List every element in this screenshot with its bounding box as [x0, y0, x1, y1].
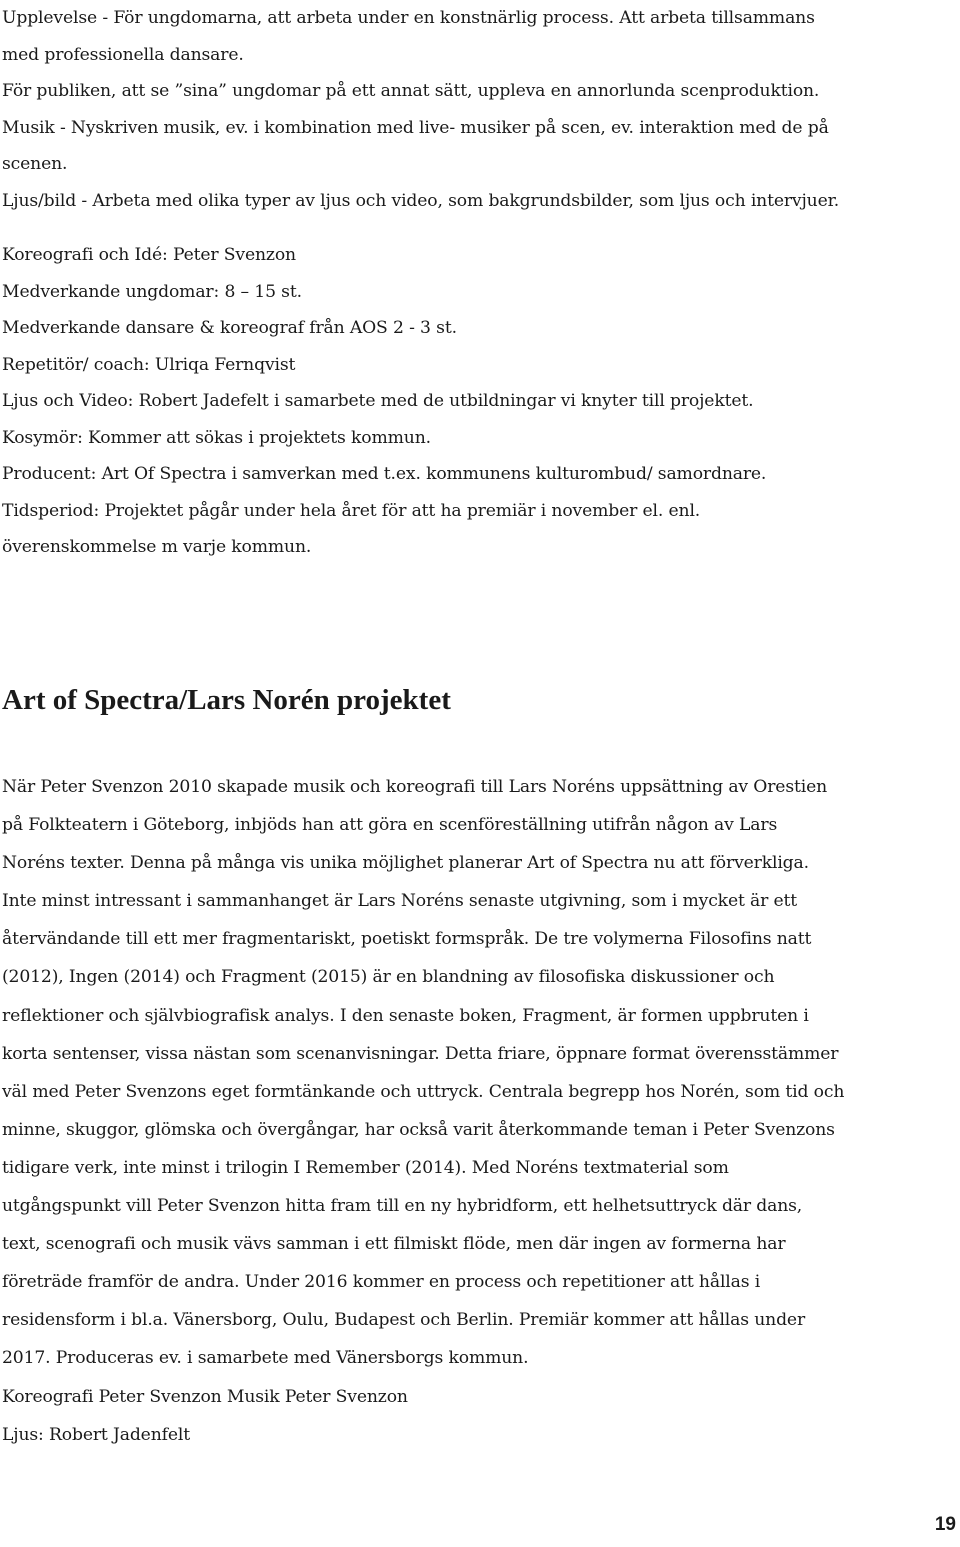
body-line: 2017. Produceras ev. i samarbete med Vänersborgs kommun. [2, 1348, 529, 1369]
intro-section [2, 0, 957, 566]
body-line: minne, skuggor, glömska och övergångar, har också varit återkommande teman i Peter Svenzons [2, 1119, 835, 1140]
credits-line: Tidsperiod: Projektet pågår under hela året för att ha premiär i november el. enl. [2, 500, 701, 521]
body-line: reflektioner och självbiografisk analys. I den senaste boken, Fragment, är formen uppbruten i [2, 1005, 809, 1026]
body-line: återvändande till ett mer fragmentariskt, poetiskt formspråk. De tre volymerna Filosofins natt [2, 929, 812, 950]
credits-line: Medverkande dansare & koreograf från AOS 2 - 3 st. [2, 318, 457, 338]
body-line: korta sentenser, vissa nästan som scenanvisningar. Detta friare, öppnare format överensstämmer [2, 1043, 839, 1064]
intro-line: Upplevelse - För ungdomarna, att arbeta under en konstnärlig process. Att arbeta tillsammans [2, 8, 815, 28]
body-line: (2012), Ingen (2014) och Fragment (2015) är en blandning av filosofiska diskussioner och [2, 967, 775, 988]
body-line: på Folkteatern i Göteborg, inbjöds han att göra en scenföreställning utifrån någon av Lars [2, 815, 778, 836]
body-line: residensform i bl.a. Vänersborg, Oulu, Budapest och Berlin. Premiär kommer att hållas under [2, 1310, 806, 1331]
credits-line: Ljus och Video: Robert Jadefelt i samarbete med de utbildningar vi knyter till projektet. [2, 391, 754, 411]
body-line: text, scenografi och musik vävs samman i ett filmiskt flöde, men där ingen av formerna har [2, 1234, 786, 1255]
credits-line: Repetitör/ coach: Ulriqa Fernqvist [2, 354, 296, 375]
body-line: Inte minst intressant i sammanhanget är Lars Noréns senaste utgivning, som i mycket är ett [2, 891, 798, 912]
intro-line: Ljus/bild - Arbeta med olika typer av ljus och video, som bakgrundsbilder, som ljus och intervjuer. [2, 190, 840, 211]
body-line: företräde framför de andra. Under 2016 kommer en process och repetitioner att hållas i [2, 1272, 761, 1293]
credits-line: Kosymör: Kommer att sökas i projektets kommun. [2, 427, 431, 448]
credits-line: Koreografi och Idé: Peter Svenzon [2, 245, 296, 265]
intro-line: För publiken, att se ”sina” ungdomar på ett annat sätt, uppleva en annorlunda scenproduktion. [2, 81, 820, 101]
intro-line: Musik - Nyskriven musik, ev. i kombination med live- musiker på scen, ev. interaktion med de på [2, 117, 829, 138]
body-line: utgångspunkt vill Peter Svenzon hitta fram till en ny hybridform, ett helhetsuttryck där dans, [2, 1196, 803, 1217]
body-line: Noréns texter. Denna på många vis unika möjlighet planerar Art of Spectra nu att förverkliga. [2, 853, 809, 874]
credits-line: Producent: Art Of Spectra i samverkan med t.ex. kommunens kulturombud/ samordnare. [2, 464, 767, 484]
body-section [2, 768, 957, 1454]
credits-line: överenskommelse m varje kommun. [2, 537, 312, 557]
credits-line: Medverkande ungdomar: 8 – 15 st. [2, 281, 302, 302]
paragraph-gap [2, 219, 957, 237]
intro-line: med professionella dansare. [2, 44, 244, 65]
page-number: 19 [934, 1514, 956, 1535]
body-line: När Peter Svenzon 2010 skapade musik och koreografi till Lars Noréns uppsättning av Orestien [2, 777, 828, 797]
section-heading: Art of Spectra/Lars Norén projektet [2, 684, 451, 716]
body-line: Koreografi Peter Svenzon Musik Peter Svenzon [2, 1386, 408, 1407]
body-line: tidigare verk, inte minst i trilogin I Remember (2014). Med Noréns textmaterial som [2, 1157, 729, 1178]
body-line: Ljus: Robert Jadenfelt [2, 1424, 190, 1445]
body-line: väl med Peter Svenzons eget formtänkande och uttryck. Centrala begrepp hos Norén, som tid och [2, 1081, 845, 1102]
intro-line: scenen. [2, 154, 68, 174]
